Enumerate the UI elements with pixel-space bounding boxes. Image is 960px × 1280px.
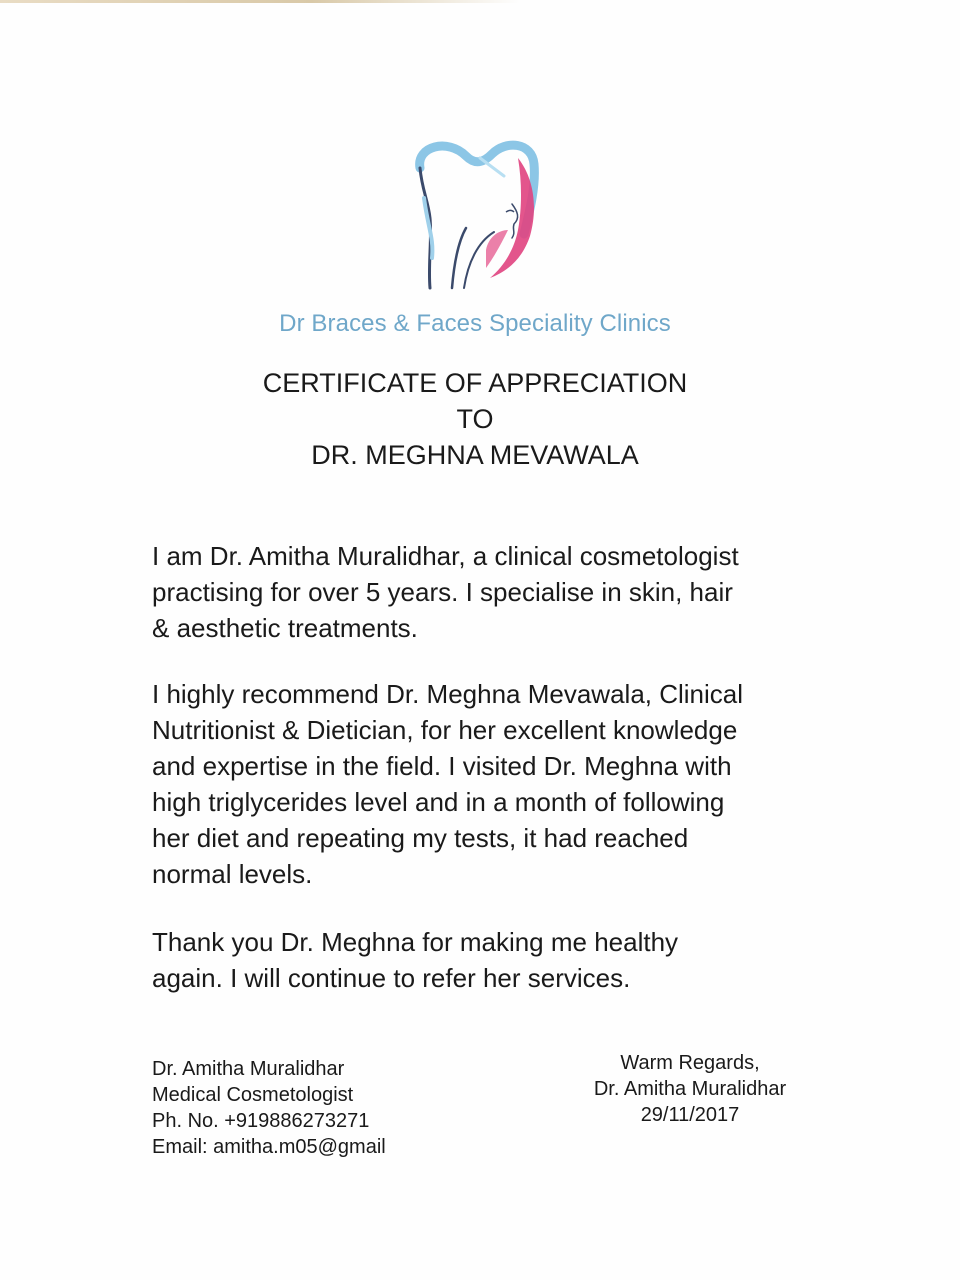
text-line: again. I will continue to refer her services. bbox=[152, 963, 631, 993]
text-line: high triglycerides level and in a month of following bbox=[152, 787, 725, 817]
clinic-name: Dr Braces & Faces Speciality Clinics bbox=[279, 310, 671, 337]
text-line: & aesthetic treatments. bbox=[152, 613, 418, 643]
paragraph-introduction bbox=[152, 538, 812, 646]
contact-phone: Ph. No. +919886273271 bbox=[152, 1110, 370, 1132]
text-line: I am Dr. Amitha Muralidhar, a clinical cosmetologist bbox=[152, 541, 739, 571]
page-top-edge bbox=[0, 0, 520, 3]
signoff-greeting: Warm Regards, bbox=[620, 1052, 760, 1074]
tooth-face-logo-icon bbox=[408, 138, 548, 296]
paragraph-recommendation bbox=[152, 676, 812, 892]
text-line: Thank you Dr. Meghna for making me healthy bbox=[152, 927, 679, 957]
text-line: practising for over 5 years. I specialise in skin, hair bbox=[152, 577, 733, 607]
signoff-block bbox=[560, 1050, 820, 1128]
contact-name: Dr. Amitha Muralidhar bbox=[152, 1058, 345, 1080]
contact-email: Email: amitha.m05@gmail bbox=[152, 1136, 386, 1158]
certificate-title: CERTIFICATE OF APPRECIATION bbox=[262, 368, 688, 398]
text-line: normal levels. bbox=[152, 859, 313, 889]
text-line: her diet and repeating my tests, it had reached bbox=[152, 823, 689, 853]
certificate-recipient: DR. MEGHNA MEVAWALA bbox=[311, 440, 639, 470]
contact-title: Medical Cosmetologist bbox=[152, 1084, 354, 1106]
signoff-date: 29/11/2017 bbox=[640, 1104, 740, 1126]
certificate-to: TO bbox=[456, 404, 494, 434]
certificate-heading bbox=[0, 365, 950, 473]
paragraph-thanks bbox=[152, 924, 812, 996]
text-line: I highly recommend Dr. Meghna Mevawala, Clinical bbox=[152, 679, 744, 709]
text-line: Nutritionist & Dietician, for her excellent knowledge bbox=[152, 715, 738, 745]
text-line: and expertise in the field. I visited Dr. Meghna with bbox=[152, 751, 732, 781]
signoff-name: Dr. Amitha Muralidhar bbox=[593, 1078, 787, 1100]
contact-block bbox=[152, 1056, 386, 1160]
